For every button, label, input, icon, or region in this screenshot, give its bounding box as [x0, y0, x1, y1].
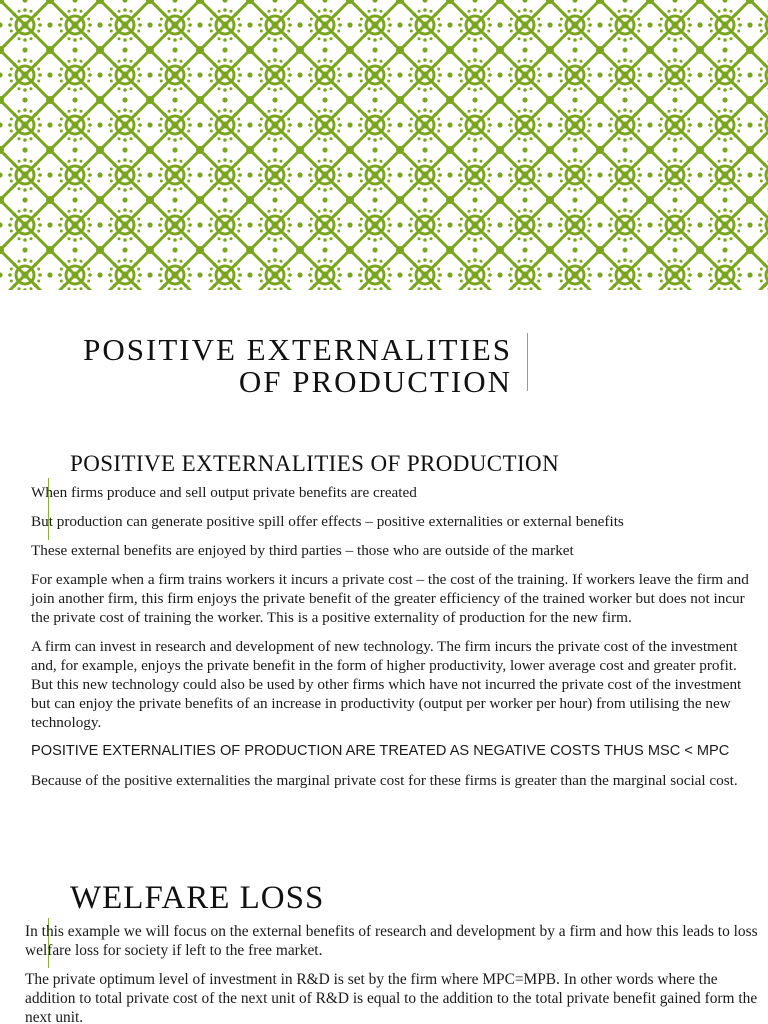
- paragraph: Because of the positive externalities the marginal private cost for these firms is greater than the marginal social cost.: [31, 772, 738, 789]
- paragraph: These external benefits are enjoyed by third parties – those who are outside of the market: [31, 542, 574, 559]
- paragraph: When firms produce and sell output private benefits are created: [31, 484, 417, 501]
- slide-title-line-1: POSITIVE EXTERNALITIES: [83, 332, 512, 367]
- decorative-pattern-banner: [0, 0, 768, 290]
- pattern-graphic: [0, 0, 768, 290]
- paragraph: A firm can invest in research and development of new technology. The firm incurs the private cost of the investment and, for example, enjoys the private benefit in the form of higher productivity, lower average cost and greater profit. But this new technology could also be used by other firms which have not incurred the private cost of the investment but can enjoy the private benefits of an increase in productivity (output per worker per hour) from utilising the new technology.: [31, 638, 742, 731]
- paragraph: The private optimum level of investment in R&D is set by the firm where MPC=MPB. In other words where the addition to total private cost of the next unit of R&D is equal to the addition to the total private benefit gained form the next unit.: [25, 971, 758, 1024]
- section-body: [25, 922, 765, 1024]
- slide-title: [0, 334, 512, 398]
- section-heading: POSITIVE EXTERNALITIES OF PRODUCTION: [70, 451, 560, 476]
- paragraph-emphasis: POSITIVE EXTERNALITIES OF PRODUCTION ARE TREATED AS NEGATIVE COSTS THUS MSC < MPC: [31, 743, 730, 759]
- paragraph: For example when a firm trains workers it incurs a private cost – the cost of the training. If workers leave the firm and join another firm, this firm enjoys the private benefit of the greater efficiency of the trained worker but does not incur the private cost of training the worker. This is a positive externality of production for the new firm.: [31, 571, 749, 626]
- slide-title-line-2: OF PRODUCTION: [238, 364, 512, 399]
- section-body: [31, 483, 761, 800]
- paragraph: But production can generate positive spill offer effects – positive externalities or external benefits: [31, 513, 624, 530]
- section-heading-welfare-loss: WELFARE LOSS: [70, 880, 325, 916]
- paragraph: In this example we will focus on the external benefits of research and development by a firm and how this leads to loss welfare loss for society if left to the free market.: [25, 923, 758, 959]
- accent-divider: [527, 333, 528, 391]
